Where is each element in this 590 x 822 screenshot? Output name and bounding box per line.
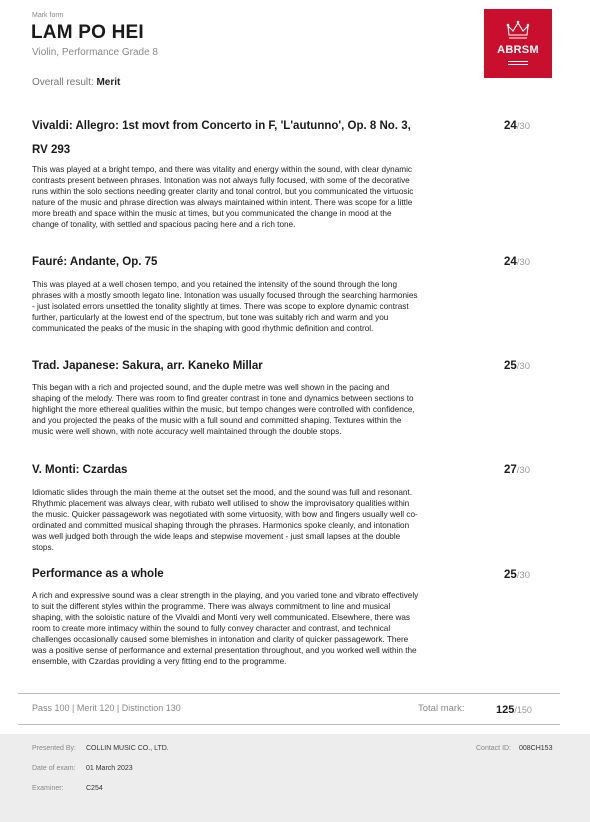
exam-date-value: 01 March 2023 [86,765,133,772]
mark-form-label: Mark form [32,12,64,19]
total-mark [496,704,532,716]
score-value: 25 [504,360,517,372]
examiner-comment: This began with a rich and projected sound, and the duple metre was well shown in the pacing and shaping of the melody. There was room to find greater contrast in tone and dynamics between sections to highlight the more ethereal qualities within the music, but tempo changes were controlled with confidence, and you projected the peaks of the music with a full sound and committed shaping. Textures within the music were well shown, with note accuracy well maintained through the double stops. [32,383,415,436]
piece-title-line: RV 293 [32,144,71,156]
piece-score [504,256,530,268]
piece-title [32,250,422,274]
score-value: 24 [504,256,517,268]
score-out-of: /30 [516,361,531,372]
piece-title-line: V. Monti: Czardas [32,464,128,476]
logo-rule [508,61,528,62]
examiner-comment: Idiomatic slides through the main theme at the outset set the mood, and the sound was full and resonant. Rhythmic placement was always clear, with rubato well utilised to show the improvisatory qualities within the music. Quicker passagework was negotiated with some virtuosity, with bow and fingers usually well co-ordinated and committed musical shaping through the phrases. Harmonics spoke cleanly, and intonation was well judged both through the wide leaps and stepwise movement - just small lapses at the double stops. [32,488,418,552]
presented-by-label: Presented By: [32,745,76,752]
piece-title-line: Trad. Japanese: Sakura, arr. Kaneko Millar [32,360,263,372]
exam-date-label: Date of exam: [32,765,76,772]
contact-id-value: 008CH153 [519,745,553,752]
crown-icon [506,19,530,41]
grade-thresholds: Pass 100 | Merit 120 | Distinction 130 [32,703,181,713]
footer [0,734,590,822]
piece-title-line: Fauré: Andante, Op. 75 [32,256,158,268]
total-mark-value: 125 [496,704,515,716]
piece-title [32,114,422,162]
overall-result [32,77,120,88]
piece-score [504,120,530,132]
logo-rule [508,64,528,65]
score-out-of: /30 [516,121,531,132]
examiner-label: Examiner: [32,785,64,792]
score-out-of: /30 [516,257,531,268]
total-mark-label: Total mark: [418,703,465,714]
examiner-comment: This was played at a well chosen tempo, and you retained the intensity of the sound through the long phrases with a mostly smooth legato line. Intonation was usually focused through the searching harmonies - just isolated errors unsettled the tonality slightly at times. There was scope to explore dynamic contrast further, particularly at the lowest end of the spectrum, but tone was suitably rich and warm and you communicated the peaks of the music in the shaping with good rhythmic definition and control. [32,280,418,333]
examiner-comment: A rich and expressive sound was a clear strength in the playing, and you varied tone and vibrato effectively to suit the different styles within the programme. There was always commitment to line and musical shaping, with the soloistic nature of the Vivaldi and Monti very well communicated. Elsewhere, there was room to create more intimacy within the sound to fully convey character and contrast, and technical challenges occasionally caused some blemishes in intonation and clarity of quicker passagework. There was a positive sense of performance and external presentation throughout, and you worked well within the ensemble, with Czardas providing a very fitting end to the programme. [32,591,419,666]
piece-title [32,354,422,378]
piece-title [32,562,422,586]
score-value: 24 [504,120,517,132]
score-out-of: /30 [516,465,531,476]
total-mark-out-of: /150 [514,705,532,715]
divider [18,724,560,725]
examiner-value: C254 [86,785,103,792]
score-value: 25 [504,569,517,581]
abrsm-logo [484,9,552,78]
candidate-name: LAM PO HEI [31,22,144,43]
divider [18,693,560,694]
piece-score [504,569,530,581]
examiner-comment: This was played at a bright tempo, and there was vitality and energy within the sound, with clear dynamic contrasts present between phrases. Intonation was not always fully focused, with some of the decorative runs within the solo sections needing greater clarity and tonal control, but you communicated the virtuosic nature of the music and phrase direction was always maintained within intent. There was scope for a little more breath and space within the music at times, but you communicated the change in mood at the change of tonality, with settled and spacious pacing here and a rich tone. [32,165,414,229]
presented-by-value: COLLIN MUSIC CO., LTD. [86,745,169,752]
piece-title-line: Performance as a whole [32,568,164,580]
piece-title [32,458,422,482]
overall-result-value: Merit [96,77,121,88]
contact-id-label: Contact ID: [476,745,512,752]
score-value: 27 [504,464,517,476]
piece-score [504,464,530,476]
piece-title-line: Vivaldi: Allegro: 1st movt from Concerto in F, 'L'autunno', Op. 8 No. 3, [32,120,411,132]
piece-score [504,360,530,372]
instrument-grade: Violin, Performance Grade 8 [32,47,158,58]
score-out-of: /30 [516,570,531,581]
overall-result-label: Overall result: [32,77,94,88]
logo-text: ABRSM [497,44,539,56]
